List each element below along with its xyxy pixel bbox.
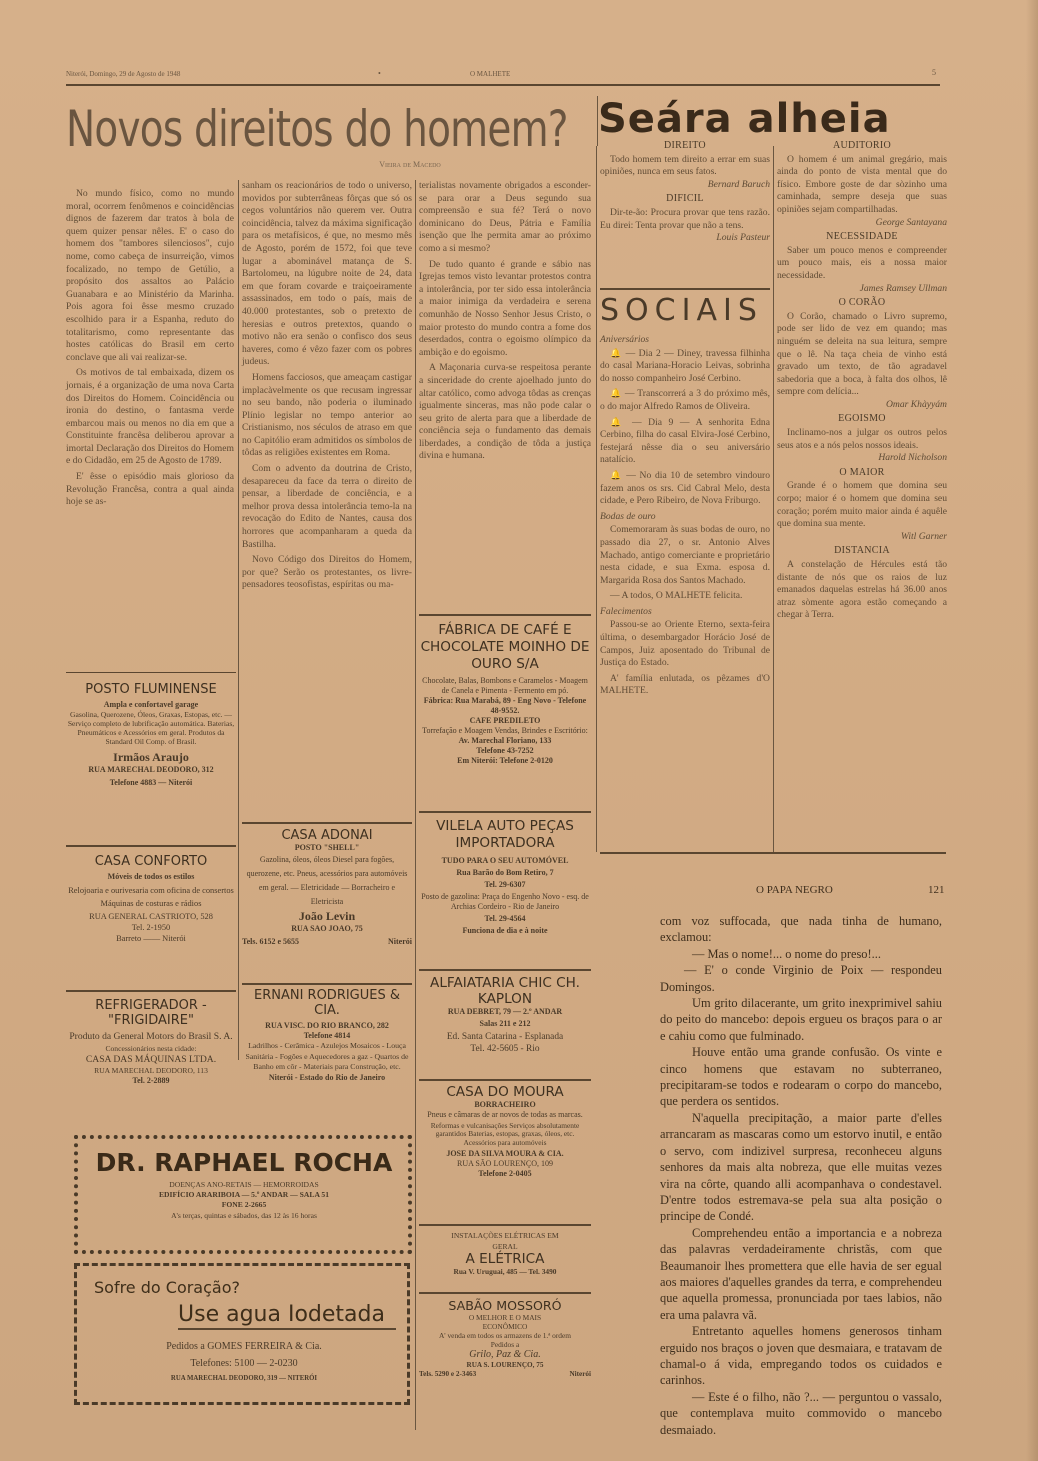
article-paragraph: Os motivos de tal embaixada, dizem os jornais, é a organização de uma nova Carta dos Direitos do Homem. Coincidência ou ironia do destino, o fantasma verde embarcou mais ou menos no dia em que a Constituinte francêsa deliberou aprovar a imortal Declaração dos Direitos do Homem e do Cidadão, em 25 de Agosto de 1789. [66,367,234,467]
ad-body: Chocolate, Balas, Bombons e Caramelos - Moagem de Canela e Pimenta - Fermento em pó. [422,676,588,695]
quote-heading: O MAIOR [839,466,885,478]
article-paragraph: Com o advento da doutrina de Cristo, desapareceu da face da terra o direito de pensar, a liberdade de conciência, e a melhor prova dessa intolerância temo-la na revocação do Edito de Nantes, causa dos horrores que acompanharam a queda da Bastilha. [242,463,412,550]
ad-address: RUA DEBRET, 79 — 2.º ANDAR [447,1007,563,1016]
ad-address: RUA VISC. DO RIO BRANCO, 282 [265,1021,389,1030]
ad-phone: Tel. 2-2889 [132,1076,170,1085]
ad-title: A ELÉTRICA [465,1251,545,1267]
ad-rule [66,990,236,992]
book-paragraph: Entretanto aquelles homens generosos tinham erguido nos braços o joven que desmaiara, e tratavam de chamal-o á vida, empregando todos os cuidados e carinhos. [660,1324,942,1388]
ad-rooms: Salas 211 e 212 [479,1019,531,1028]
ad-footer [242,937,412,946]
aniversario-text: — Transcorrerá a 3 do próximo mês, o do major Alfredo Ramos de Oliveira. [600,388,770,412]
sociais-title: SOCIAIS [600,293,763,328]
ad-body: Gazolina, óleos, óleos Diesel para fogões, querozene, etc. Pneus, acessórios para automóveis em geral. — Eletricidade — Borracheiro e Eletricista [246,855,408,906]
ad-casa-conforto [66,854,236,944]
ad-title: SABÃO MOSSORÓ [448,1298,562,1313]
ad-place [66,933,236,944]
ad-phone: Tels. 5290 e 2-3463 [419,1370,477,1378]
ad-title: REFRIGERADOR - "FRIGIDAIRE" [95,998,207,1028]
aniversario-item [600,417,770,467]
quote-author: Louis Pasteur [716,232,770,244]
ad-body: Ladrilhos - Cerâmica - Azulejos Mosaicos - Louça Sanitária - Fogões e Aquecedores a gaz - Quartos de Banho em côr - Materiais para Construção, etc. [245,1041,409,1072]
falecimento-paragraph: A' família enlutada, os pêzames d'O MALHETE. [600,672,770,697]
article-paragraph: A Maçonaria curva-se respeitosa perante a sinceridade do crente ajoelhado junto do altar católico, como advoga tôdas as crenças igualmente sinceras, mas não pode calar o seu grito de alerta para que a liberdade de conciência seja o fundamento das demais liberdades, a condição de tôda a justiça divina e humana. [419,362,591,462]
quote-author: Omar Khàyyám [885,398,947,410]
ad-phone: Telefone 43-7252 [476,746,534,755]
sociais-column [600,332,770,701]
ad-place-right: Niterói [162,934,186,943]
ad-rule [242,983,412,985]
ad-footer: Niterói - Estado do Rio de Janeiro [268,1072,386,1082]
ad-phone: Telefone 4814 [303,1031,351,1040]
aniversario-item [600,388,770,413]
quote-text: O Corão, chamado o Livro supremo, pode ser lido de vez em quando; mas ninguém se deleita na sua leitura, sempre que o lê. Na taça cheia de vinho está gravado um texto, de tão agradavel sabedoria que a boca, à falta dos olhos, lê sempre com delícia... [777,310,947,398]
article-paragraph: No mundo físico, como no mundo moral, ocorrem fenômenos e coincidências dignos de fazerem dar tratos à bola de quem quizer pensar nêles. E' o caso do homem dos "tambores silenciosos", cujo nome, como cabeça de insurreição, vimos focalizado, no tempo de Getúlio, a propósito dos assaltos ao Palácio Guanabara e ao Ministério da Marinha. Pois agora foi êsse mesmo cruzado escolhido para ir a Espanha, reduto do totalitarismo, como representante das hostes católicas do Brasil em certo conclave que ali vai realizar-se. [66,188,234,363]
ad-question: Sofre do Coração? [94,1278,240,1297]
ad-line: DOENÇAS ANO-RETAIS — HEMORROIDAS [169,1180,319,1189]
ad-phone: Telefone 4883 — Niterói [109,778,193,787]
ad-phone: Tel. 2-1950 [131,923,171,932]
ad-ernani [242,988,412,1083]
ad-subtitle: Ampla e confortavel garage [103,700,199,709]
article-headline: Novos direitos do homem? [66,100,568,158]
book-excerpt [660,913,942,1438]
ad-line: Reformas e vulcanisações Serviços absolutamente garantidos Baterias, estopas, graxas, óleos, etc. Acessórios para automóveis [430,1121,580,1147]
ad-frigidaire [66,998,236,1086]
bell-icon: 🔔 [610,417,626,428]
bodas-paragraph: Comemoraram às suas bodas de ouro, no passado dia 27, o sr. Antonio Alves Machado, antigo comerciante e proprietário nesta cidade, e sua Exma. esposa d. Margarida Rosa dos Santos Machado. [600,524,770,586]
ad-address: RUA SAO JOAO, 75 [291,924,363,933]
aniversario-text: — Dia 9 — A senhorita Edna Cerbino, filha do casal Elvira-José Cerbino, festejará nêsse dia o seu aniversário natalício. [600,416,770,466]
ad-name: CASA DAS MÁQUINAS LTDA. [85,1054,217,1065]
ad-line: Torrefação e Moagem Vendas, Brindes e Escritório: [422,726,588,735]
quote-heading: EGOISMO [838,413,886,425]
ad-subtitle: O MELHOR E O MAIS ECONÔMICO [468,1313,542,1331]
ad-line: Produto da General Motors do Brasil S. A. [69,1031,233,1042]
article-column-3 [419,180,591,466]
quote-author: George Santayana [875,216,947,228]
bell-icon: 🔔 [610,348,623,359]
ad-name: João Levin [298,909,356,923]
quote-text: A constelação de Hércules está tão distante de nós que os raios de luz emanados daquelas estrelas há 36.00 anos atraz sòmente agora estão começando a chegar à Terra. [777,559,947,621]
ad-address: Rua Barão do Bom Retiro, 7 [456,868,554,877]
ad-line: A' venda em todos os armazens de 1.ª ordem [438,1331,572,1340]
book-paragraph: com voz suffocada, que nada tinha de humano, exclamou: [660,914,942,945]
ad-address: RUA S. LOURENÇO, 75 [466,1361,544,1369]
aniversario-item [600,348,770,386]
column-divider [596,146,597,852]
ad-subtitle: POSTO "SHELL" [294,843,360,852]
ad-rule [66,845,236,847]
article-paragraph: Homens facciosos, que ameaçam castigar implacàvelmente os que recusam ingressar no seu bando, não poderia o iluminado Plínio legislar no tempo anterior ao Cristianismo, nos séculos de atraso em que no Capitólio eram admitidos os símbolos de tôdas as religiões existentes em Roma. [242,371,412,459]
bodas-label: Bodas de ouro [600,510,656,522]
ad-posto: Posto de gazolina: Praça do Engenho Novo - esq. de Archias Cordeiro - Rio de Janeiro [421,892,589,911]
ad-phone: Tel. 42-5605 - Rio [470,1044,540,1054]
ad-rule [419,969,591,971]
ad-posto-fluminense [66,682,236,788]
ad-casa-do-moura [419,1085,591,1179]
ad-hours: A's terças, quintas e sábados, das 12 às 16 horas [171,1211,317,1220]
ad-line: Pneus e câmaras de ar novos de todas as marcas. [427,1110,583,1119]
ad-address: Rua V. Uruguai, 485 — Tel. 3490 [453,1267,557,1276]
quote-author: Bernard Baruch [707,178,770,190]
ad-title: DR. RAPHAEL ROCHA [95,1148,393,1177]
book-paragraph: Comprehendeu então a importancia e a nobreza das palavras verdadeiramente christãs, com que Beaumanoir lhes promettera que elle havia de ser egual aos maiores d'aquelles grandes da terra, e comprehendeu que aquella promessa, pronunciada por taes labios, não era uma palavra vã. [660,1225,942,1322]
article-paragraph: sanham os reacionários de todo o universo, movidos por subterrâneas fôrças que só os cegos voluntários não querem ver. Outra coincidência, talvez da máxima significação para os metafísicos, é que, no mesmo mês de Agosto, porém de 1572, foi que teve lugar a abominável matança de S. Bartolomeu, na lúgubre noite de 24, data em que foram covarde e traiçoeiramente assassinados, em todo o país, mais de 40.000 protestantes, sob o pretexto de heresias e outros pretextos, quando o motivo não era senão o confisco dos seus haveres, como é vêzo fazer com os pobres judeus. [242,180,412,368]
masthead-rule [66,84,940,86]
ad-rule [419,811,591,813]
ad-iodetada [82,1340,406,1385]
ad-rule [419,614,591,616]
ad-building: Ed. Santa Catarina - Esplanada [446,1032,564,1042]
article-paragraph: terialistas novamente obrigados a esconder-se para orar a Deus segundo sua compreensão e sua fé? Terá o novo dominicano do Deus, Pátria e Família isenção que lhe permita amar ao próximo como a si mesmo? [419,180,591,254]
quote-text: Saber um pouco menos e compreender um pouco mais, eis a nossa maior necessidade. [777,244,947,281]
ad-rule [419,1079,591,1081]
ad-title: CASA CONFORTO [94,854,208,869]
ad-title: VILELA AUTO PEÇAS IMPORTADORA [436,818,574,851]
ad-hours: Funciona de dia e à noite [462,926,548,935]
quote-text: Inclinamo-nos a julgar os outros pelos seus atos e a nós pelos nossos ideais. [777,427,947,451]
ad-title: CASA DO MOURA [446,1084,564,1100]
ad-cafe-moinho [419,622,591,766]
ad-sabao-mossoro [419,1298,591,1378]
ad-phone: Tel. 29-6307 [484,880,526,889]
ad-name: JOSE DA SILVA MOURA & CIA. [446,1149,564,1159]
ad-title: POSTO FLUMINENSE [85,682,217,697]
ad-vilela [419,818,591,936]
ad-rule [419,1224,591,1226]
ad-alfaiataria [419,975,591,1055]
book-paragraph: — Este é o filho, não ?... — perguntou o vassalo, que contemplava muito commovido o mancebo desmaiado. [660,1389,942,1437]
ad-line: EDIFÍCIO ARARIBOIA — 5.º ANDAR — SALA 51 [158,1190,330,1199]
article-column-1 [66,188,234,512]
ad-address: RUA SÃO LOURENÇO, 109 [456,1159,553,1169]
ad-subtitle: Móveis de todos os estilos [107,872,195,881]
ad-address: RUA MARECHAL DEODORO, 312 [88,765,214,774]
quote-heading: O CORÃO [838,297,886,309]
ad-phone: Tels. 6152 e 5655 [242,937,300,946]
page-number: 5 [932,68,936,77]
book-running-title: O PAPA NEGRO [756,884,833,896]
section-rule [600,852,946,854]
bell-icon: 🔔 [610,470,623,481]
ad-address: RUA MARECHAL DEODORO, 113 [94,1066,208,1075]
quote-heading: DISTANCIA [834,545,890,557]
quote-heading: NECESSIDADE [826,231,898,243]
falecimentos-label: Falecimentos [600,605,652,617]
quote-author: James Ramsey Ullman [859,282,947,294]
quote-heading: AUDITORIO [832,140,892,151]
ad-name: Grilo, Paz & Cia. [469,1349,541,1360]
ad-place-sep: —— [143,934,161,943]
ad-line: Pedidos a GOMES FERREIRA & Cia. [166,1341,322,1352]
seara-right [777,138,947,622]
book-paragraph: — Mas o nome!... o nome do preso!... [692,946,881,961]
ad-address: RUA MARECHAL DEODORO, 319 — NITERÓI [170,1375,318,1382]
sociais-rule [600,288,770,290]
quote-author: Harold Nicholson [878,452,947,464]
bodas-paragraph: — A todos, O MALHETE felicita. [610,590,743,602]
ad-orders: Pedidos a [490,1340,520,1349]
article-paragraph: E' êsse o episódio mais glorioso da Revolução Francêsa, contra a qual ainda hoje se as- [66,471,234,508]
falecimento-paragraph: Passou-se ao Oriente Eterno, sexta-feira última, o desembargador Horácio José de Campos, Juiz aposentado do Tribunal de Justiça do Estado. [600,619,770,669]
quote-text: Dir-te-ão: Procura provar que tens razão. Eu direi: Tenta provar que não a tens. [600,206,770,231]
aniversario-text: — Dia 2 — Diney, travessa filhinha do casal Mariana-Horacio Leivas, sobrinha do nosso companheiro José Cerbino. [600,347,770,384]
article-paragraph: Novo Código dos Direitos do Homem, por que? Serão os protestantes, os livre-pensadores teosofistas, espíritas ou ma- [242,554,412,591]
ad-phone-niteroi: Em Niterói: Telefone 2-0120 [457,756,553,765]
book-paragraph: Um grito dilacerante, um grito inexprimivel sahiu do peito do mancebo: depois ergueu os braços para o ar e cahiu como que fulminado. [660,996,942,1043]
ad-subtitle: INSTALAÇÕES ELÉTRICAS EM GERAL [451,1231,559,1251]
ad-address: RUA GENERAL CASTRIOTO, 528 [89,912,213,921]
seara-left [600,138,770,247]
ad-city: Niterói [388,937,412,946]
ad-raphael-rocha [82,1148,406,1222]
ad-phone: Telefone 2-0405 [478,1169,532,1179]
ad-place-left: Barreto [116,934,142,943]
quote-author: Witl Garner [900,530,947,542]
ad-name: Irmãos Araujo [113,750,189,764]
ad-casa-adonai [242,828,412,946]
aniversario-item [600,470,770,508]
ad-city: Niterói [569,1370,591,1378]
ad-phone: FONE 2-2665 [221,1200,267,1209]
running-head [66,66,946,82]
ad-rule [66,672,236,673]
ad-a-eletrica [419,1230,591,1277]
ad-line: Máquinas de costuras e rádios [100,899,202,908]
ad-factory: Fábrica: Rua Marabá, 89 - Eng Novo - Telefone 48-9552. [423,696,587,715]
running-head-title: O MALHETE [470,70,511,78]
quote-heading: DIFICIL [666,193,704,205]
book-paragraph: — E' o conde Virginio de Poix — respondeu Domingos. [660,963,942,994]
column-divider [238,180,239,1060]
ad-line: Relojoaria e ourivesaria com oficina de consertos [68,886,234,895]
ad-subtitle: BORRACHEIRO [474,1100,536,1109]
book-page-number: 121 [928,884,945,896]
quote-text: Todo homem tem direito a errar em suas opiniões, nunca em seus fatos. [600,153,770,178]
quote-text: Grande é o homem que domina seu corpo; maior é o homem que domina seu coração; porém muito maior ainda é aquêle que domina sua mente. [777,480,947,530]
running-head-date: Niterói, Domingo, 29 de Agosto de 1948 [66,70,181,78]
ad-title: CASA ADONAI [281,828,373,843]
ad-title: FÁBRICA DE CAFÉ E CHOCOLATE MOINHO DE OURO S/A [420,622,590,672]
ad-title: Use agua Iodetada [178,1302,396,1330]
ad-phone2: Tel. 29-4564 [484,914,526,923]
ad-line: Concessionários nesta cidade: [105,1044,197,1053]
ad-title: ERNANI RODRIGUES & CIA. [253,988,401,1018]
ad-phone: Telefones: 5100 — 2-0230 [190,1358,298,1369]
ad-subtitle: TUDO PARA O SEU AUTOMÓVEL [441,856,569,865]
bell-icon: 🔔 [610,389,622,400]
aniversario-text: — No dia 10 de setembro vindouro fazem anos os srs. Cid Cabral Melo, desta cidade, e Pero Ribeiro, de Nova Friburgo. [600,469,770,507]
ad-body: Gasolina, Querozene, Óleos, Graxas, Estopas, etc. — Serviço completo de lubrificação automática. Baterias, Pneumáticos e Acessórios em geral. Produtos da Standard Oil Comp. of Brasil. [67,710,235,746]
book-paragraph: N'aquella precipitação, a maior parte d'elles arrancaram as mascaras como um estorvo inutil, e então o servo, com indizivel surpresa, reconheceu alguns senhores da mais alta nobreza, que elle muitas vezes vira na côrte, quando alli acompanhava o condestavel. D'entre todos estremava-se pela sua alta posição o principe de Condé. [660,1110,942,1224]
column-divider [773,146,774,852]
article-column-2 [242,180,412,595]
aniversarios-label: Aniversários [600,334,650,345]
quote-text: O homem é um animal gregário, mais ainda do ponto de vista mental que do físico. Embore goste de dar sòzinho uma caminhada, sempre deseja que suas opiniões sejam compartilhadas. [777,153,947,215]
running-head-mark: • [378,69,381,78]
ad-rule [242,822,412,824]
ad-brand: CAFE PREDILETO [469,716,541,725]
article-byline: Vieira de Macedo [379,160,441,169]
column-divider [415,180,416,1430]
ad-title: ALFAIATARIA CHIC CH. KAPLON [430,975,580,1007]
seara-title: Seára alheia [598,96,891,142]
book-paragraph: Houve então uma grande confusão. Os vinte e cinco homens que estavam no subterraneo, precipitaram-se todos e rodearam o corpo do mancebo, que perdera os sentidos. [660,1045,942,1109]
ad-rule [419,1292,591,1294]
ad-address: Av. Marechal Floriano, 133 [458,736,552,745]
quote-heading: DIREITO [664,140,706,151]
ad-footer [419,1370,591,1378]
article-paragraph: De tudo quanto é grande e sábio nas Igrejas temos visto levantar protestos contra a intolerância, por ter sido essa intolerância a maior inimiga da verdadeira e serena comunhão de Nosso Senhor Jesus Cristo, o maior protesto do mundo contra a fome dos deserdados, contra o egoismo olímpico da ambição e do egoismo. [419,258,591,358]
